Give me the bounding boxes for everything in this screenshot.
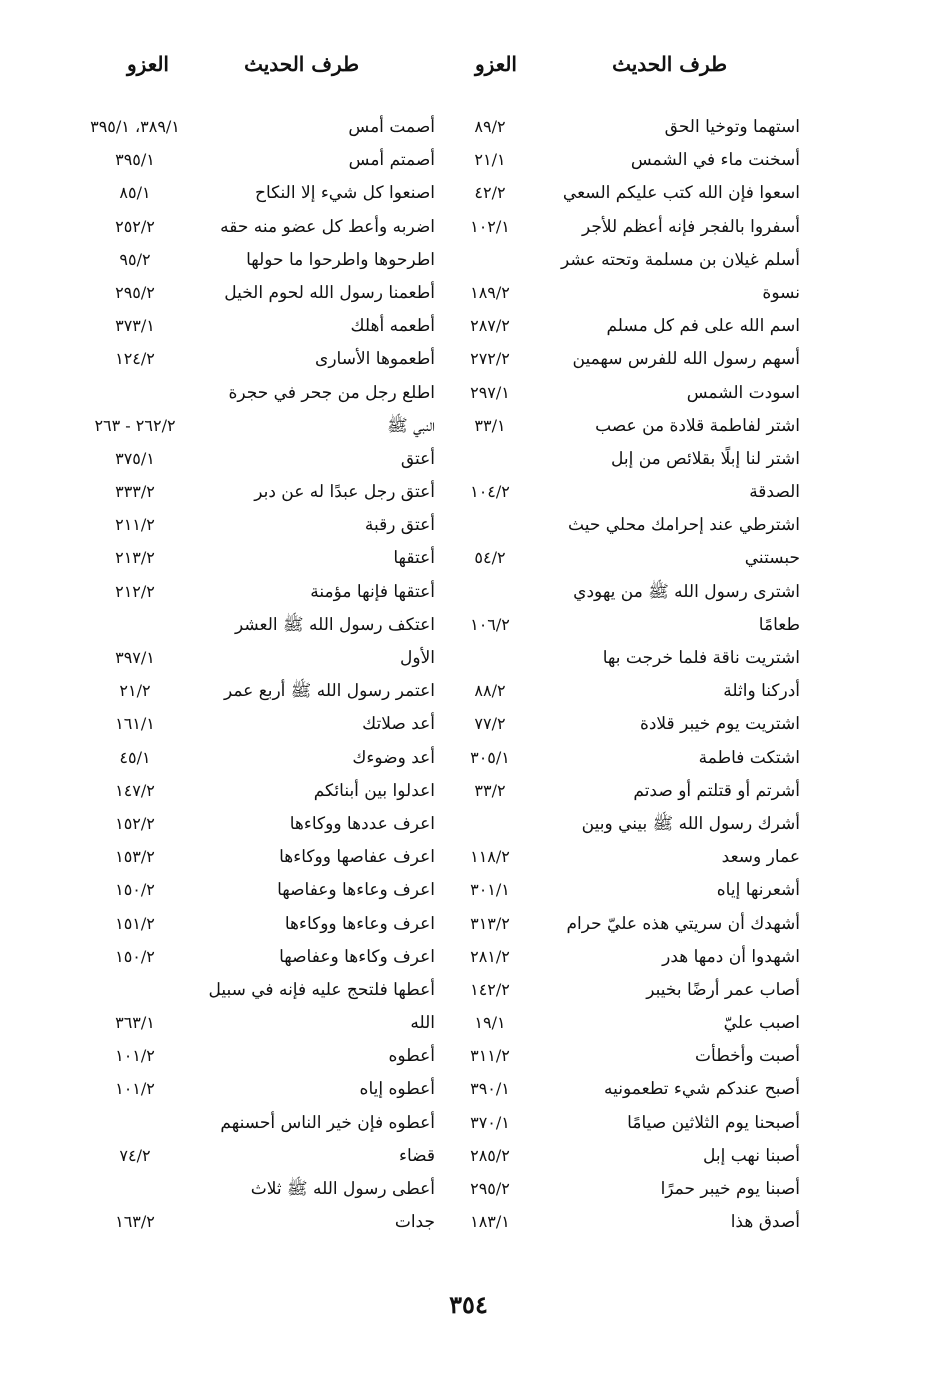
index-row [450,345,800,378]
reference: ١٩/١ [474,1013,506,1033]
reference: ٣٩٠/١ [470,1079,510,1099]
hadith-phrase: اعرف وعاءها ووكاءها [284,913,435,934]
index-row [450,312,800,345]
hadith-phrase: أطعمه أهلك [350,316,435,337]
hadith-phrase: استهما وتوخيا الحق [664,117,800,137]
reference: ١٤٢/٢ [470,979,510,999]
reference: ٤٥/١ [119,747,151,767]
page-number: ٣٥٤ [449,1290,488,1319]
index-row [450,710,800,743]
reference: ١٠١/٢ [115,1079,155,1099]
index-row [450,445,800,478]
index-row [450,246,800,279]
index-row [450,412,800,445]
reference: ١٦٣/٢ [115,1212,155,1232]
hadith-phrase: أعتقها [393,548,435,569]
hadith-phrase: نسوة [762,282,800,303]
hadith-phrase: اشتريت ناقة فلما خرجت بها [602,648,800,668]
reference: ٣١١/٢ [470,1046,510,1066]
reference: ١٠١/٢ [115,1046,155,1066]
reference: ٢٩٥/٢ [470,1179,510,1198]
reference: ٤٢/٢ [474,183,506,203]
reference: ٣٧٠/١ [470,1112,510,1132]
hadith-phrase: اشهدوا أن دمها هدر [662,946,800,967]
reference: ٣١٣/٢ [470,913,510,933]
hadith-phrase: أصبنا يوم خيبر حمرًا [660,1179,800,1199]
reference: ٢٨٧/٢ [470,316,510,336]
index-row [75,146,435,179]
reference: ٣٣/٢ [474,780,506,800]
index-row [450,1208,800,1241]
index-row [75,876,435,909]
reference: ٣٦٣/١ [115,1013,155,1033]
hadith-phrase: اشترى رسول الله ﷺ من يهودي [573,581,800,602]
hadith-phrase: أعتق [400,448,435,469]
index-row [75,1009,435,1042]
index-row [450,677,800,710]
hadith-phrase: أشرتم أو قتلتم أو صدتم [633,780,800,801]
index-row [450,179,800,212]
reference: ٣٠٥/١ [470,747,510,767]
hadith-phrase: أصدق هذا [730,1212,800,1233]
index-row [75,1075,435,1108]
reference: ٢٨٥/٢ [470,1145,510,1165]
hadith-phrase: أعطوه فإن خير الناس أحسنهم [220,1112,435,1133]
hadith-phrase: اصنعوا كل شيء إلا النكاح [255,183,435,204]
hadith-phrase: أشهدك أن سريتي هذه عليّ حرام [566,913,800,934]
hadith-phrase: اسم الله على فم كل مسلم [606,316,800,337]
hadith-phrase: اعتمر رسول الله ﷺ أربع عمر [223,681,435,702]
index-row [75,213,435,246]
reference: ٣٧٥/١ [115,448,155,468]
hadith-phrase: اشتر لنا إبلًا بقلائص من إبل [611,448,800,469]
index-row [75,1109,435,1142]
index-row [450,777,800,810]
hadith-phrase: الصدقة [749,482,800,503]
reference: ٣٨٩/١، ٣٩٥/١ [90,117,180,136]
index-row [450,113,800,146]
reference: ١١٨/٢ [470,847,510,867]
index-row [75,412,435,445]
hadith-phrase: أشعرنها إياه [716,880,800,901]
hadith-phrase: اشتريت يوم خيبر قلادة [639,714,800,735]
hadith-phrase: أطعموها الأسارى [315,349,435,370]
hadith-phrase: أعد صلاتك [362,714,435,735]
hadith-phrase: أصمت أمس [348,117,435,137]
reference: ٢١٢/٢ [115,581,155,601]
reference: ٢٥٢/٢ [115,216,155,236]
index-row [75,677,435,710]
index-row [450,544,800,577]
hadith-phrase: أعطوه إياه [359,1079,435,1100]
reference: ٢٩٧/١ [470,382,510,402]
index-row [450,1075,800,1108]
index-row [75,511,435,544]
reference: ٣٣/١ [474,415,506,435]
index-row [75,179,435,212]
hadith-phrase: جدات [394,1212,435,1233]
reference: ٣٩٧/١ [115,648,155,667]
hadith-phrase: اعرف وكاءها وعفاصها [279,946,435,967]
header-hadith-right: طرف الحديث [612,52,727,76]
reference: ٨٥/١ [119,183,151,203]
index-row [450,876,800,909]
hadith-phrase: أشرك رسول الله ﷺ بيني وبين [581,813,800,834]
hadith-phrase: أصبح عندكم شيء تطعمونيه [604,1079,800,1100]
reference: ٣٣٣/٢ [115,482,155,502]
hadith-phrase: اعدلوا بين أبنائكم [313,780,435,801]
hadith-phrase: حبستني [744,548,800,569]
reference: ١٤٧/٢ [115,780,155,800]
index-row [75,910,435,943]
hadith-phrase: اطرحوها واطرحوا ما حولها [246,249,435,270]
index-row [75,611,435,644]
hadith-phrase: أصبت وأخطأت [695,1046,800,1067]
left-index-column [75,113,435,1241]
hadith-phrase: اعرف عفاصها ووكاءها [279,847,435,868]
hadith-phrase: أصبنا نهب إبل [703,1145,800,1166]
index-row [450,511,800,544]
hadith-phrase: اسعوا فإن الله كتب عليكم السعي [562,183,800,204]
hadith-phrase: أعطى رسول الله ﷺ ثلاث [250,1179,435,1199]
hadith-phrase: أعطها فلتحج عليه فإنه في سبيل [208,979,435,1000]
reference: ٣٩٥/١ [115,150,155,170]
hadith-phrase: أسلم غيلان بن مسلمة وتحته عشر [561,249,800,270]
reference: ١٥٢/٢ [115,813,155,833]
hadith-phrase: أعد وضوءك [352,747,435,768]
hadith-phrase: النبي ﷺ [387,415,435,436]
index-row [75,345,435,378]
header-hadith-left: طرف الحديث [244,52,359,76]
reference: ٢١١/٢ [115,515,155,535]
index-row [75,578,435,611]
index-row [75,810,435,843]
reference: ٧٧/٢ [474,714,506,734]
index-row [450,1175,800,1208]
reference: ٨٩/٢ [474,117,506,136]
index-row [450,379,800,412]
index-row [75,478,435,511]
index-row [75,379,435,412]
reference: ١٠٤/٢ [470,482,510,502]
hadith-phrase: أصبحنا يوم الثلاثين صيامًا [627,1112,800,1133]
hadith-phrase: أسهم رسول الله للفرس سهمين [572,349,800,370]
index-row [450,843,800,876]
index-row [75,777,435,810]
index-row [75,744,435,777]
index-row [75,279,435,312]
hadith-phrase: اعرف عددها ووكاءها [289,813,435,834]
index-row [450,1042,800,1075]
reference: ٣٧٣/١ [115,316,155,336]
right-index-column [450,113,800,1241]
hadith-phrase: اسودت الشمس [686,382,800,403]
reference: ١٥١/٢ [115,913,155,933]
index-row [450,478,800,511]
index-row [450,644,800,677]
index-row [450,810,800,843]
reference: ١٥٠/٢ [115,946,155,966]
hadith-phrase: أدركنا واثلة [723,681,800,702]
reference: ١٥٠/٢ [115,880,155,900]
hadith-phrase: اضربه وأعط كل عضو منه حقه [220,216,435,237]
hadith-phrase: أسفروا بالفجر فإنه أعظم للأجر [581,216,800,237]
index-row [75,1142,435,1175]
index-row [75,644,435,677]
index-row [450,146,800,179]
reference: ١٠٢/١ [470,216,510,236]
reference: ٢٧٢/٢ [470,349,510,369]
index-row [75,843,435,876]
index-row [450,744,800,777]
index-row [75,113,435,146]
index-row [75,1208,435,1241]
reference: ١٦١/١ [115,714,155,734]
hadith-phrase: أعتق رقبة [364,515,435,536]
index-row [75,445,435,478]
reference: ٢٨١/٢ [470,946,510,966]
reference: ٢١/٢ [119,681,151,701]
reference: ٥٤/٢ [474,548,506,568]
index-row [450,943,800,976]
hadith-phrase: اصبب عليّ [723,1013,800,1034]
hadith-phrase: اطلع رجل من جحر في حجرة [228,382,435,403]
index-row [75,943,435,976]
reference: ١٨٩/٢ [470,282,510,302]
index-row [450,1109,800,1142]
reference: ٣٠١/١ [470,880,510,900]
hadith-phrase: اشتر لفاطمة قلادة من عصب [595,415,800,436]
hadith-phrase: أطعمنا رسول الله لحوم الخيل [224,282,435,303]
index-row [450,1142,800,1175]
reference: ١٠٦/٢ [470,614,510,634]
header-ref-right: العزو [475,52,517,76]
hadith-phrase: اعتكف رسول الله ﷺ العشر [234,614,435,635]
index-row [75,544,435,577]
reference: ١٥٣/٢ [115,847,155,867]
reference: ٢٩٥/٢ [115,282,155,302]
index-row [75,710,435,743]
index-row [75,246,435,279]
hadith-phrase: قضاء [398,1145,435,1166]
hadith-phrase: أسخنت ماء في الشمس [630,150,800,171]
index-row [450,611,800,644]
reference: ١٢٤/٢ [115,349,155,369]
index-row [450,213,800,246]
reference: ٢١٣/٢ [115,548,155,568]
hadith-phrase: أصمتم أمس [348,150,435,171]
hadith-phrase: عمار وسعد [721,847,800,868]
index-row [450,1009,800,1042]
index-row [75,312,435,345]
index-row [450,976,800,1009]
reference: ٢١/١ [474,150,506,170]
reference: ٩٥/٢ [119,249,151,269]
reference: ٧٤/٢ [119,1145,151,1165]
hadith-phrase: اشتكت فاطمة [698,747,800,768]
hadith-phrase: الأول [400,648,435,668]
hadith-phrase: أعطوه [388,1046,435,1067]
hadith-phrase: أعتق رجل عبدًا له عن دبر [254,482,435,503]
index-row [450,279,800,312]
hadith-phrase: أعتقها فإنها مؤمنة [310,581,435,602]
index-row [450,910,800,943]
hadith-phrase: أصاب عمر أرضًا بخيبر [646,979,800,1000]
hadith-phrase: طعامًا [758,614,800,635]
reference: ٢٦٢/٢ - ٢٦٣ [94,415,176,435]
index-row [75,1175,435,1208]
index-row [75,976,435,1009]
reference: ٨٨/٢ [474,681,506,701]
hadith-phrase: اشترطي عند إحرامك محلي حيث [568,515,800,536]
index-row [450,578,800,611]
header-ref-left: العزو [127,52,169,76]
reference: ١٨٣/١ [470,1212,510,1232]
index-row [75,1042,435,1075]
hadith-phrase: اعرف وعاءها وعفاصها [277,880,435,901]
hadith-phrase: الله [410,1013,435,1034]
